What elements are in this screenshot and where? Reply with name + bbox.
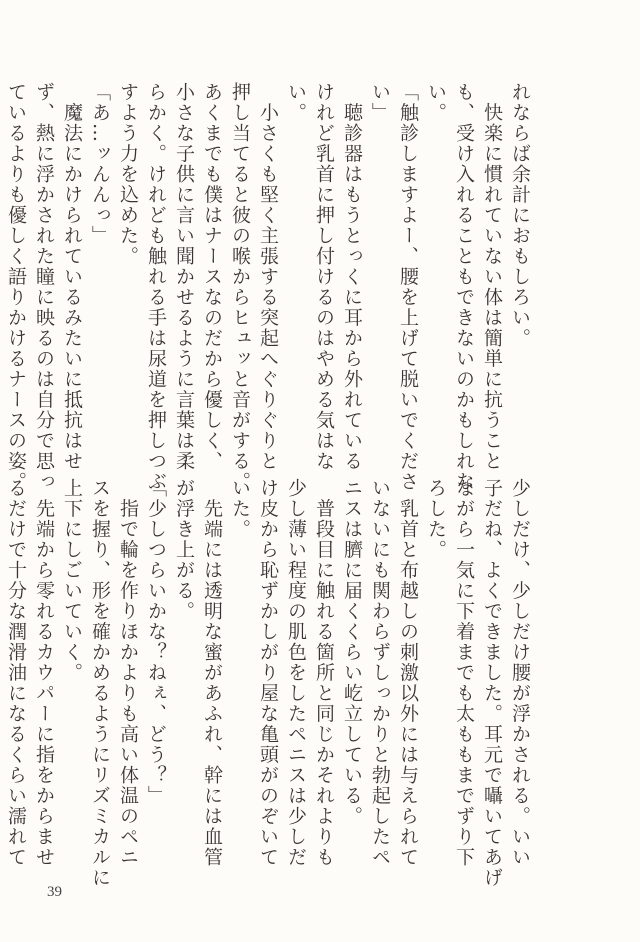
text-line: スを握り、形を確かめるようにリズミカルに bbox=[89, 478, 111, 888]
text-line: 快楽に慣れていない体は簡単に抗うこと bbox=[481, 82, 503, 472]
text-line: すよう力を込めた。 bbox=[117, 82, 139, 267]
text-line: 魔法にかけられているみたいに抵抗はせ bbox=[61, 82, 83, 472]
text-line: い。 bbox=[285, 82, 307, 123]
text-line: 「あ…ッんんっ」 bbox=[89, 82, 111, 246]
text-line: れならば余計におもしろい。 bbox=[509, 82, 531, 349]
text-block-top bbox=[2, 82, 534, 492]
text-line: いないにも関わらずしっかりと勃起したペ bbox=[369, 478, 391, 868]
text-line: 少し薄い程度の肌色をしたペニスは少しだ bbox=[285, 478, 307, 868]
text-line: 聴診器はもうとっくに耳から外れている bbox=[341, 82, 363, 472]
text-line: 先端には透明な蜜があふれ、幹には血管 bbox=[201, 478, 223, 868]
text-line: 子だね、よくできました。耳元で囁いてあげ bbox=[481, 478, 503, 888]
text-line: 乳首と布越しの刺激以外には与えられて bbox=[397, 478, 419, 868]
text-line: い」 bbox=[369, 82, 391, 123]
text-line: らかく。けれども触れる手は尿道を押しつぶ bbox=[145, 82, 167, 492]
text-line: 普段目に触れる箇所と同じかそれよりも bbox=[313, 478, 335, 868]
text-line: ているよりも優しく語りかけるナースの姿。 bbox=[5, 82, 27, 492]
text-line: ながら一気に下着までも太ももまでずり下 bbox=[453, 478, 475, 868]
text-line: 少しだけ、少しだけ腰が浮かされる。いい bbox=[509, 478, 531, 868]
text-line: いた。 bbox=[229, 478, 251, 540]
text-line: ず、熱に浮かされた瞳に映るのは自分で思っ bbox=[33, 82, 55, 492]
text-line: 先端から零れるカウパーに指をからませ bbox=[33, 478, 55, 868]
text-line: ろした。 bbox=[425, 478, 447, 560]
text-line: い。 bbox=[425, 82, 447, 123]
page-number: 39 bbox=[47, 884, 62, 900]
text-line: 「触診しますよー、腰を上げて脱いでくださ bbox=[397, 82, 419, 492]
text-block-bottom bbox=[2, 478, 534, 888]
text-line: るだけで十分な潤滑油になるくらい濡れて bbox=[5, 478, 27, 868]
text-line: 上下にしごいていく。 bbox=[61, 478, 83, 683]
text-line: ニスは臍に届くくらい屹立している。 bbox=[341, 478, 363, 827]
text-line: け皮から恥ずかしがり屋な亀頭がのぞいて bbox=[257, 478, 279, 868]
text-line: 「少しつらいかな？ねぇ、どう？」 bbox=[145, 478, 167, 806]
text-line: あくまでも僕はナースなのだから優しく、 bbox=[201, 82, 223, 472]
text-line: 小さくも堅く主張する突起へぐりぐりと bbox=[257, 82, 279, 472]
text-line: 押し当てると彼の喉からヒュッと音がする。 bbox=[229, 82, 251, 492]
text-line: けれど乳首に押し付けるのはやめる気はな bbox=[313, 82, 335, 472]
text-line: も、受け入れることもできないのかもしれな bbox=[453, 82, 475, 492]
text-line: 小さな子供に言い聞かせるように言葉は柔 bbox=[173, 82, 195, 472]
text-line: 指で輪を作りほかよりも高い体温のペニ bbox=[117, 478, 139, 868]
text-line: が浮き上がる。 bbox=[173, 478, 195, 622]
